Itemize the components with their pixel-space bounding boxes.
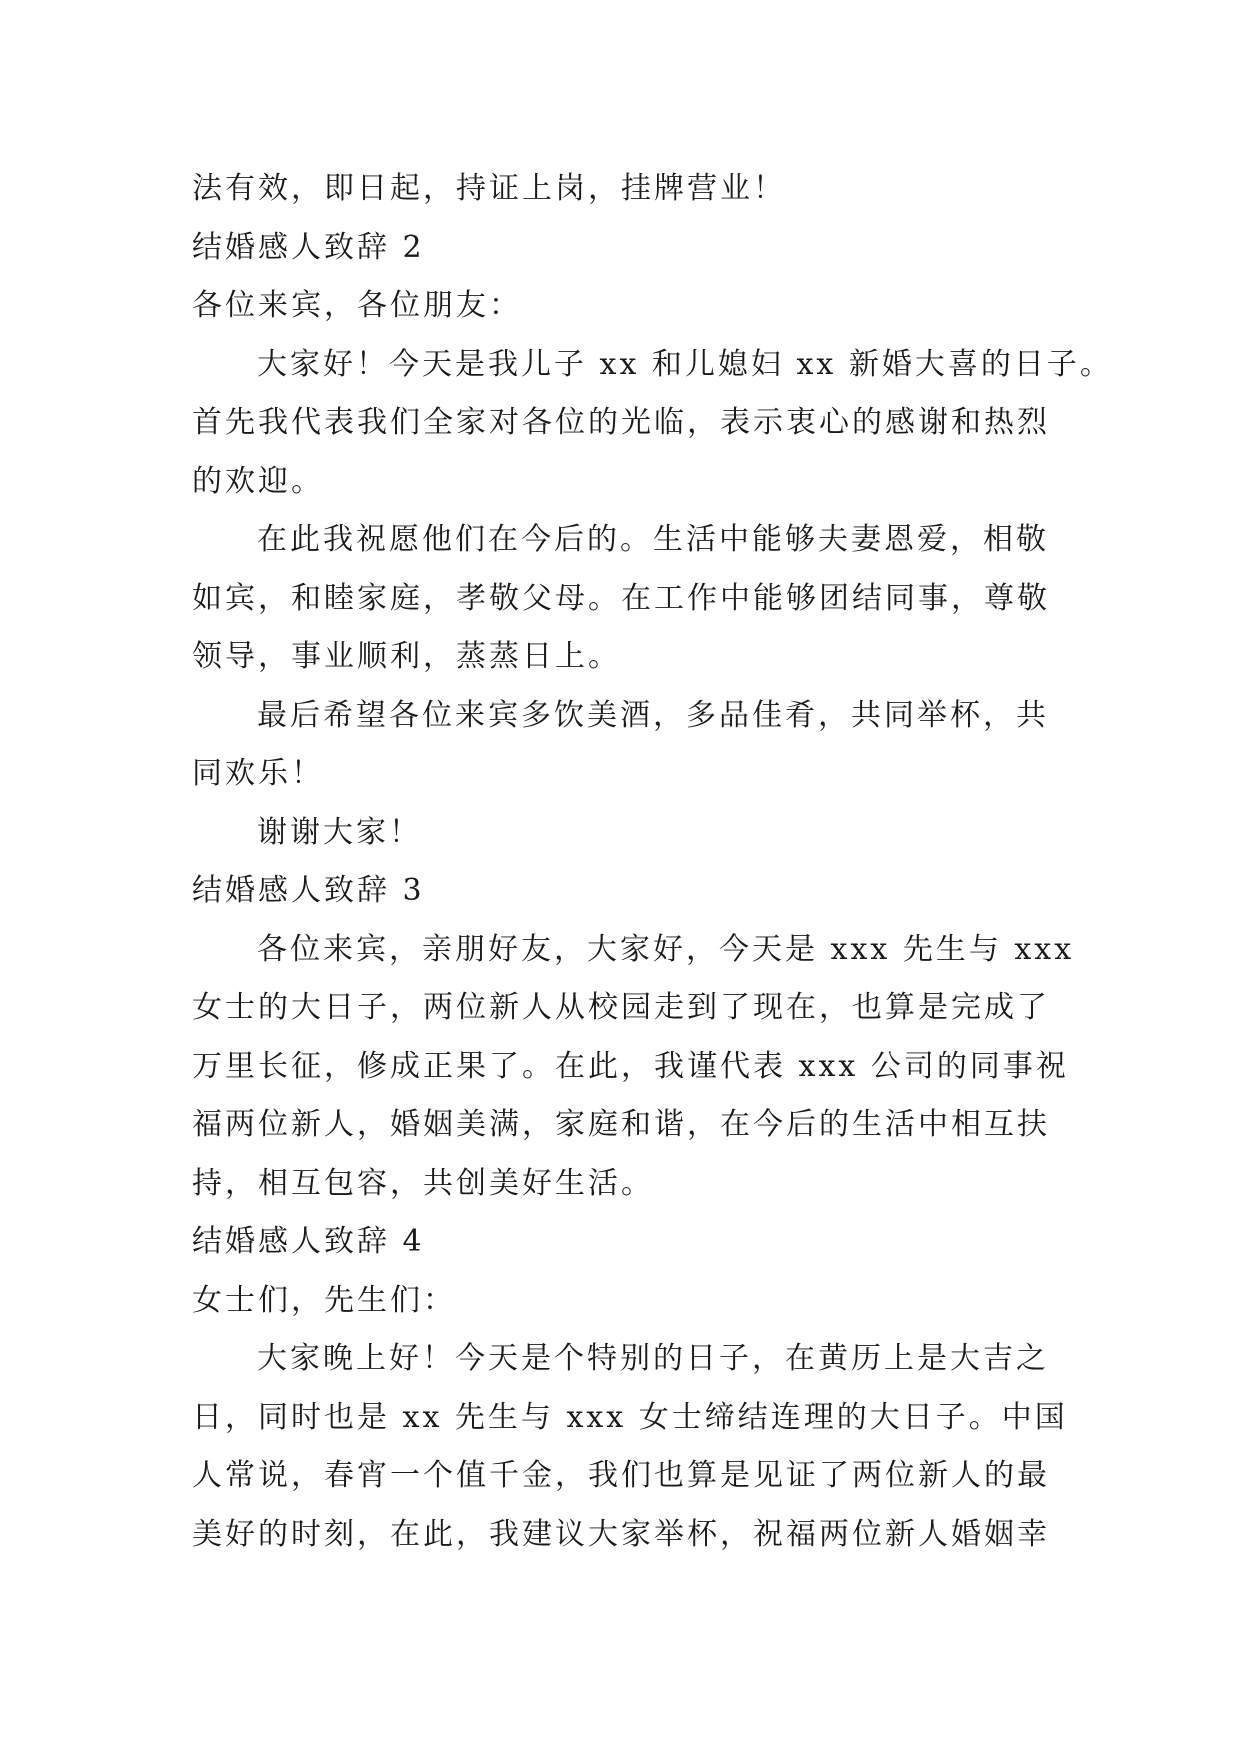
paragraph-line: 首先我代表我们全家对各位的光临，表示衷心的感谢和热烈 — [192, 405, 1050, 440]
salutation: 女士们，先生们： — [192, 1282, 456, 1318]
paragraph-line: 最后希望各位来宾多饮美酒，多品佳肴，共同举杯，共 — [257, 697, 1049, 733]
paragraph-line: 持，相互包容，共创美好生活。 — [192, 1165, 654, 1201]
paragraph-line: 法有效，即日起，持证上岗，挂牌营业！ — [192, 171, 786, 206]
document-body — [192, 160, 1113, 1564]
paragraph-line: 同欢乐！ — [192, 756, 324, 791]
paragraph-line: 大家晚上好！今天是个特别的日子，在黄历上是大吉之 — [257, 1341, 1049, 1376]
paragraph-line: 的欢迎。 — [192, 463, 324, 499]
paragraph-line: 人常说，春宵一个值千金，我们也算是见证了两位新人的最 — [192, 1458, 1050, 1493]
salutation: 各位来宾，各位朋友： — [192, 288, 522, 323]
paragraph-line: 万里长征，修成正果了。在此，我谨代表 xxx 公司的同事祝 — [192, 1048, 1069, 1084]
paragraph-line: 各位来宾，亲朋好友，大家好，今天是 xxx 先生与 xxx — [257, 931, 1075, 967]
section-heading: 结婚感人致辞 2 — [192, 229, 425, 265]
paragraph-line: 日，同时也是 xx 先生与 xxx 女士缔结连理的大日子。中国 — [192, 1399, 1068, 1435]
paragraph-line: 女士的大日子，两位新人从校园走到了现在，也算是完成了 — [192, 990, 1050, 1025]
section-heading: 结婚感人致辞 3 — [192, 873, 425, 908]
paragraph-line: 领导，事业顺利，蒸蒸日上。 — [192, 639, 621, 674]
paragraph-line: 如宾，和睦家庭，孝敬父母。在工作中能够团结同事，尊敬 — [192, 580, 1050, 616]
paragraph-line: 大家好！今天是我儿子 xx 和儿媳妇 xx 新婚大喜的日子。 — [257, 346, 1113, 382]
section-heading: 结婚感人致辞 4 — [192, 1224, 425, 1259]
paragraph-line: 美好的时刻，在此，我建议大家举杯，祝福两位新人婚姻幸 — [192, 1516, 1050, 1552]
paragraph-line: 谢谢大家！ — [257, 814, 422, 850]
paragraph-line: 在此我祝愿他们在今后的。生活中能够夫妻恩爱，相敬 — [257, 522, 1049, 557]
paragraph-line: 福两位新人，婚姻美满，家庭和谐，在今后的生活中相互扶 — [192, 1107, 1050, 1142]
